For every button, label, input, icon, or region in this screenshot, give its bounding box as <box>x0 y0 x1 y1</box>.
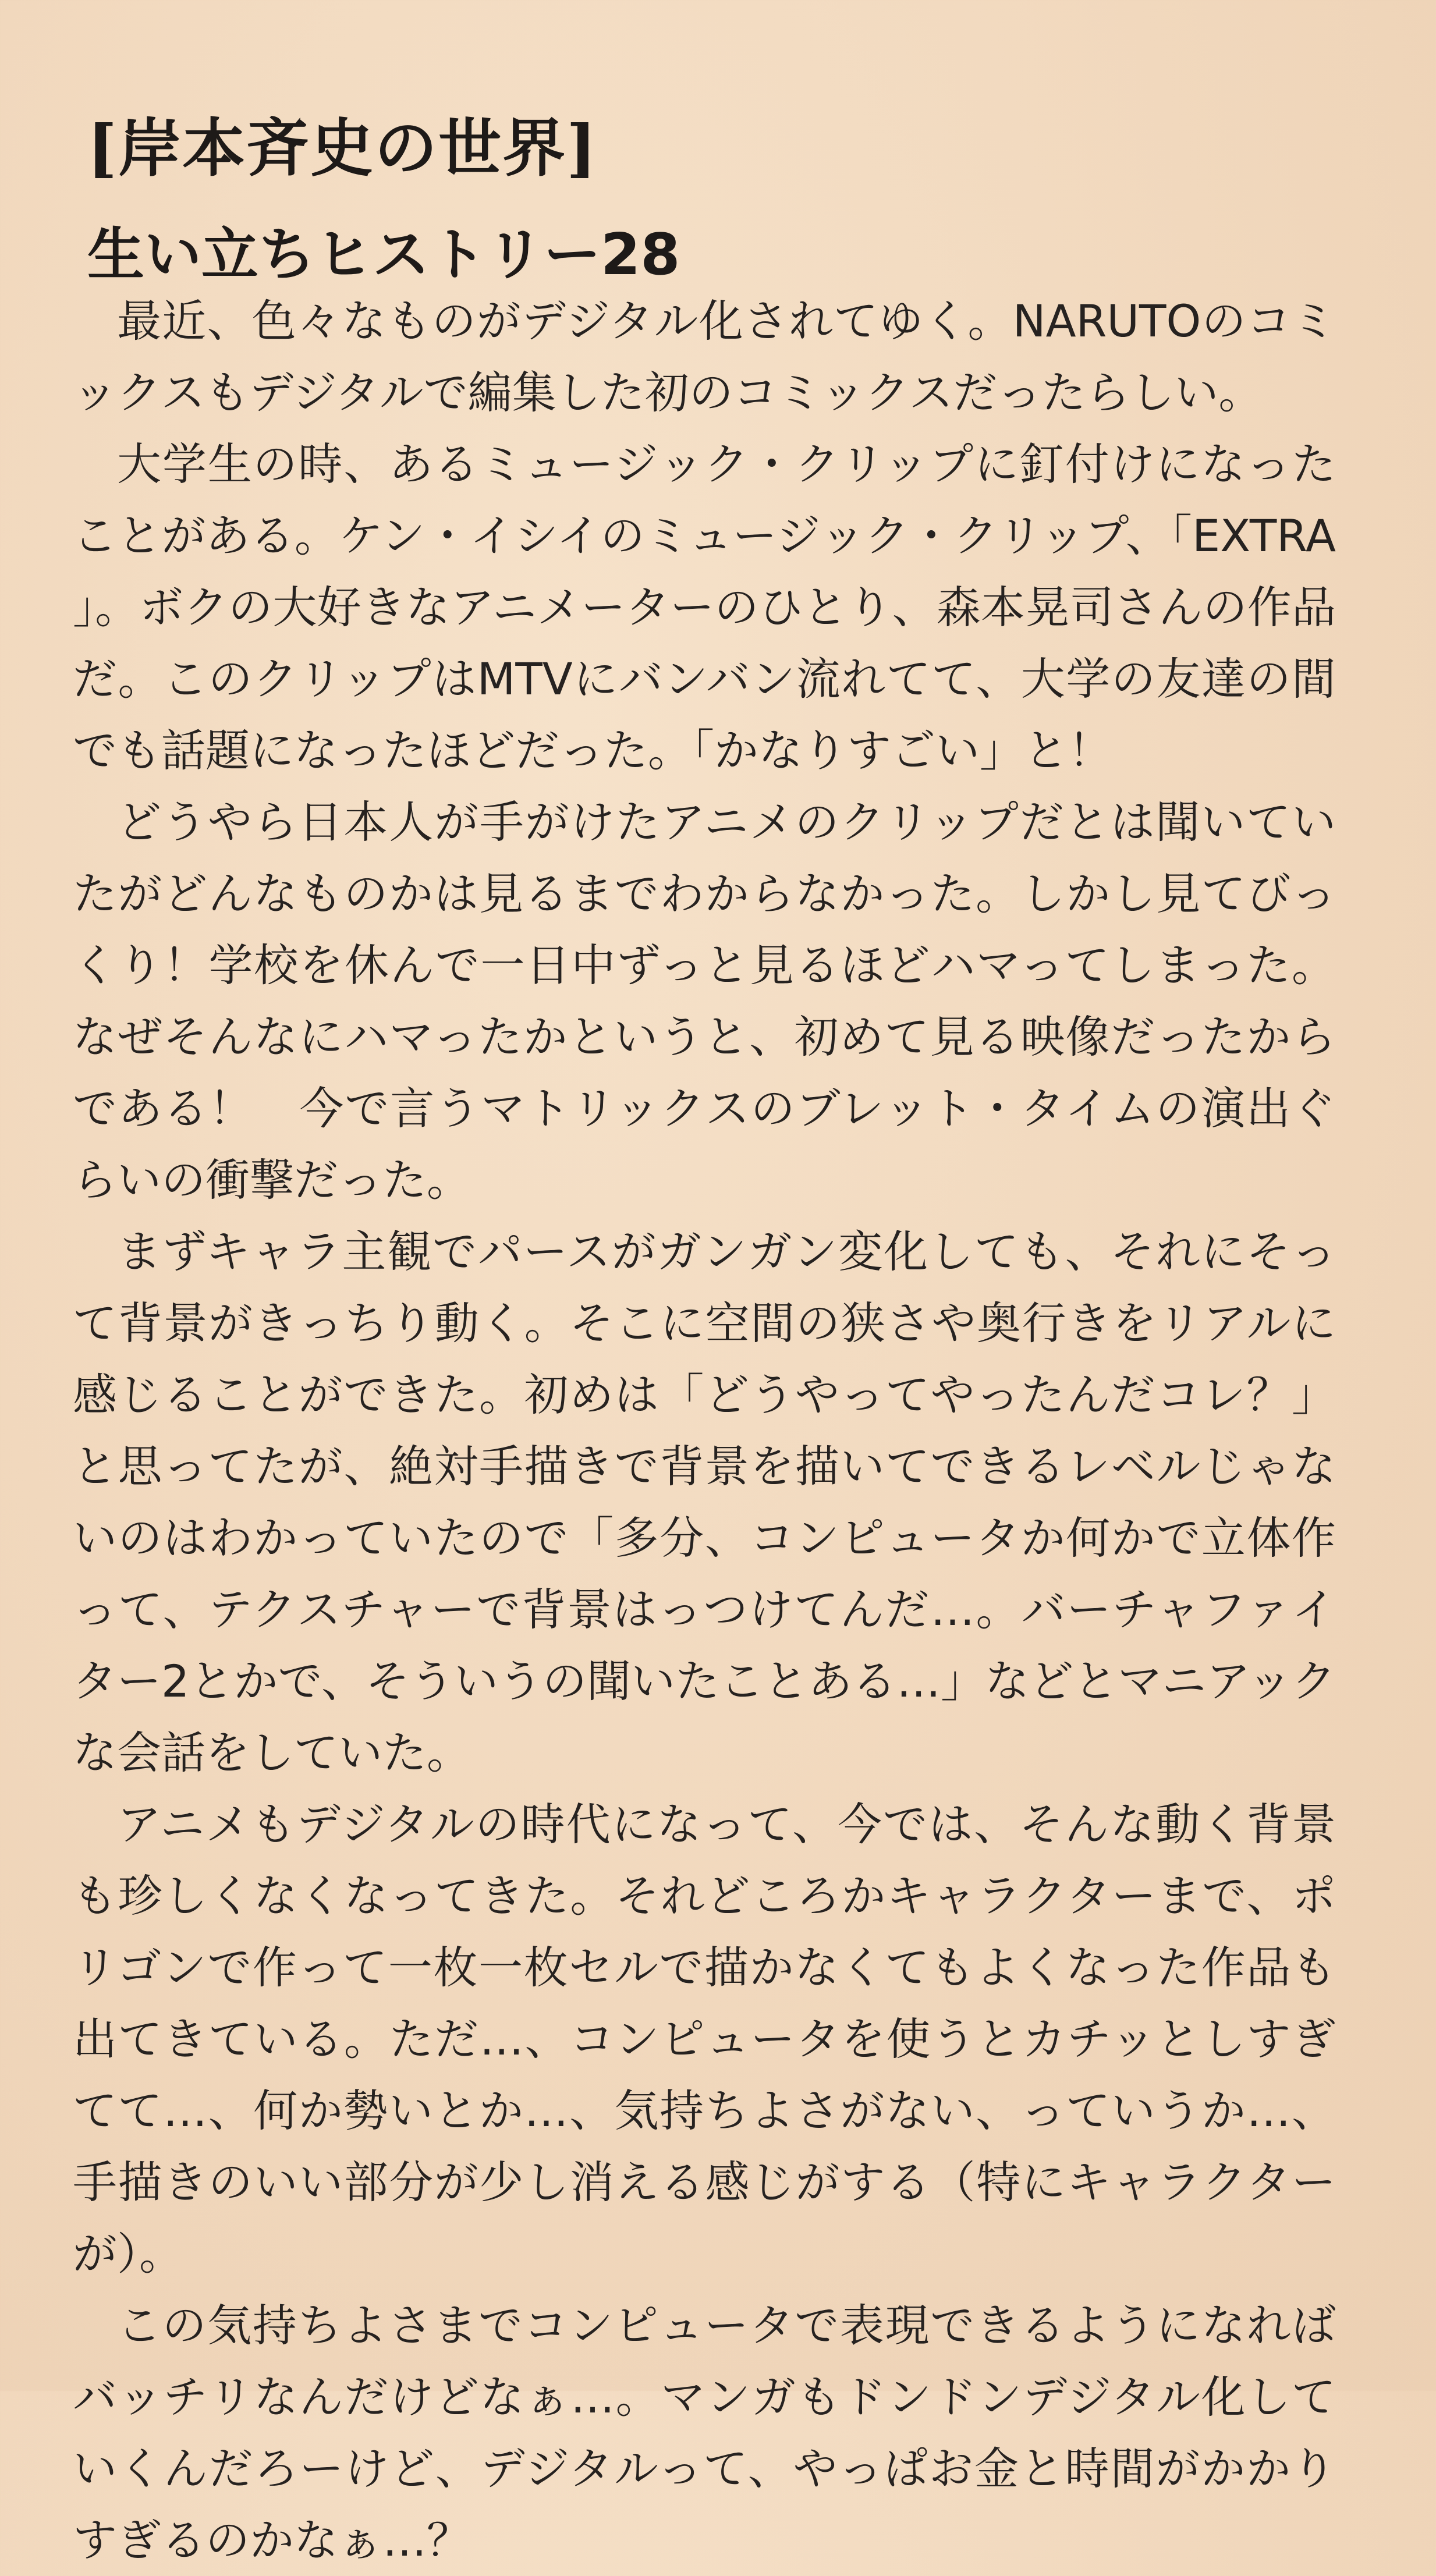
paragraph-6: この気持ちよさまでコンピュータで表現できるようになればバッチリなんだけどなぁ…。マンガもドンドンデジタル化していくんだろーけど、デジタルって、やっぱお金と時間がかかりすぎるのかなぁ…？ <box>73 2300 1336 2566</box>
paragraph-1: 最近、色々なものがデジタル化されてゆく。NARUTOのコミックスもデジタルで編集した初のコミックスだったらしい。 <box>73 295 1336 418</box>
body-text <box>73 285 1336 2576</box>
paragraph-5: アニメもデジタルの時代になって、今では、そんな動く背景も珍しくなくなってきた。それどころかキャラクターまで、ポリゴンで作って一枚一枚セルで描かなくてもよくなった作品も出てきている。ただ…、コンピュータを使うとカチッとしすぎてて…、何か勢いとか…、気持ちよさがない、っていうか…、手描きのいい部分が少し消える感じがする（特にキャラクターが）。 <box>73 1798 1336 2280</box>
column-subtitle: 生い立ちヒストリー28 <box>87 222 680 288</box>
column-title: [岸本斉史の世界] <box>87 112 598 185</box>
paragraph-3: どうやら日本人が手がけたアニメのクリップだとは聞いていたがどんなものかは見るまでわからなかった。しかし見てびっくり！学校を休んで一日中ずっと見るほどハマってしまった。なぜそんなにハマったかというと、初めて見る映像だったからである！ 今で言うマトリックスのブレット・タイムの演出ぐらいの衝撃だった。 <box>73 796 1336 1206</box>
paragraph-2: 大学生の時、あるミュージック・クリップに釘付けになったことがある。ケン・イシイのミュージック・クリップ、「EXTRA」。ボクの大好きなアニメーターのひとり、森本晃司さんの作品だ。このクリップはMTVにバンバン流れてて、大学の友達の間でも話題になったほどだった。「かなりすごい」と！ <box>73 438 1336 776</box>
paragraph-4: まずキャラ主観でパースがガンガン変化しても、それにそって背景がきっちり動く。そこに空間の狭さや奥行きをリアルに感じることができた。初めは「どうやってやったんだコレ？」と思ってたが、絶対手描きで背景を描いてできるレベルじゃないのはわかっていたので「多分、コンピュータか何かで立体作って、テクスチャーで背景はっつけてんだ…。バーチャファイター2とかで、そういうの聞いたことある…」などとマニアックな会話をしていた。 <box>73 1226 1336 1779</box>
